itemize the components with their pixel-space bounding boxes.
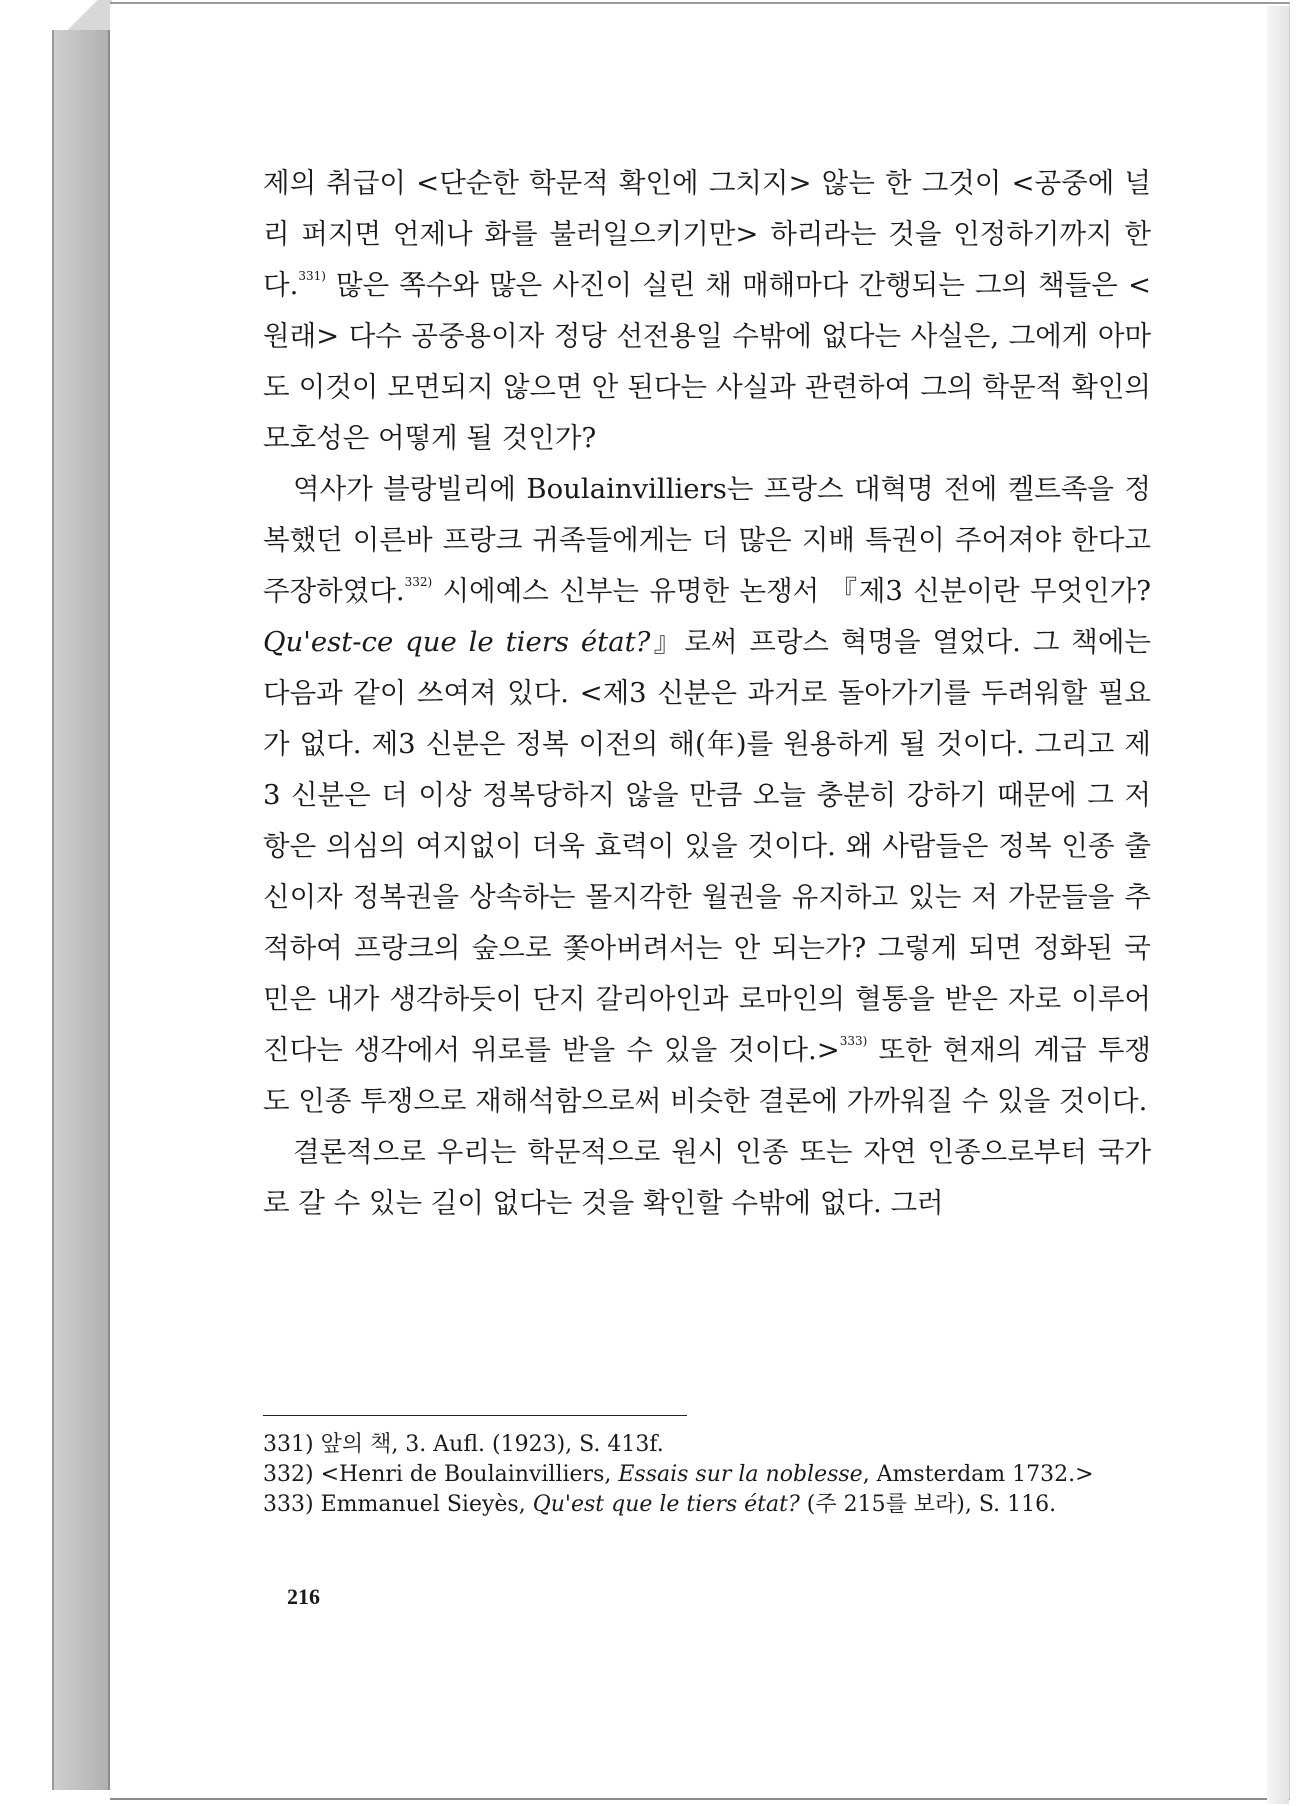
- paragraph-1-text-a: 제의 취급이 <단순한 학문적 확인에 그치지> 않는 한 그것이 <공중에 널리 퍼지면 언제나 화를 불러일으키기만> 하리라는 것을 인정하기까지 한다.: [263, 167, 1151, 301]
- page-number: 216: [287, 1584, 320, 1609]
- footnote-332-text-b: , Amsterdam 1732.>: [862, 1462, 1094, 1487]
- footnote-332-text-a: 332) <Henri de Boulainvilliers,: [263, 1462, 619, 1487]
- footnote-ref-332: 332): [404, 575, 433, 589]
- footnote-333: [263, 1490, 1163, 1520]
- paragraph-3-text: 결론적으로 우리는 학문적으로 원시 인종 또는 자연 인종으로부터 국가로 갈 수 있는 길이 없다는 것을 확인할 수밖에 없다. 그러: [263, 1136, 1151, 1219]
- footnote-ref-331: 331): [298, 269, 326, 283]
- paragraph-1: [263, 158, 1151, 464]
- paragraph-2-text-a: 역사가 블랑빌리에 Boulainvilliers는 프랑스 대혁명 전에 켈트족을 정복했던 이른바 프랑크 귀족들에게는 더 많은 지배 특권이 주어져야 한다고 주장하였다.: [263, 473, 1151, 607]
- footnote-332-italic: Essais sur la noblesse: [618, 1462, 863, 1487]
- paragraph-2-text-d: 또한 현재의 계급 투쟁도 인종 투쟁으로 재해석함으로써 비슷한 결론에 가까워질 수 있을 것이다.: [263, 1034, 1151, 1117]
- footnote-331-text: 331) 앞의 책, 3. Aufl. (1923), S. 413f.: [263, 1432, 664, 1457]
- paragraph-2-text-b: 시에예스 신부는 유명한 논쟁서 『제3 신분이란 무엇인가?: [432, 575, 1151, 607]
- paragraph-2: [263, 464, 1151, 1127]
- footnote-333-italic: Qu'est que le tiers état?: [532, 1492, 800, 1517]
- footnote-divider: [263, 1415, 687, 1416]
- paragraph-2-text-c: 』로써 프랑스 혁명을 열었다. 그 책에는 다음과 같이 쓰여져 있다. <제3 신분은 과거로 돌아가기를 두려워할 필요가 없다. 제3 신분은 정복 이전의 해(年)를 원용하게 될 것이다. 그리고 제3 신분은 더 이상 정복당하지 않을 만큼 오늘 충분히 강하기 때문에 그 저항은 의심의 여지없이 더욱 효력이 있을 것이다. 왜 사람들은 정복 인종 출신이자 정복권을 상속하는 몰지각한 월권을 유지하고 있는 저 가문들을 추적하여 프랑크의 숲으로 쫓아버려서는 안 되는가? 그렇게 되면 정화된 국민은 내가 생각하듯이 단지 갈리아인과 로마인의 혈통을 받은 자로 이루어진다는 생각에서 위로를 받을 수 있을 것이다.>: [263, 626, 1151, 1066]
- paragraph-1-text-b: 많은 쪽수와 많은 사진이 실린 채 매해마다 간행되는 그의 책들은 <원래> 다수 공중용이자 정당 선전용일 수밖에 없다는 사실은, 그에게 아마도 이것이 모면되지 않으면 안 된다는 사실과 관련하여 그의 학문적 확인의 모호성은 어떻게 될 것인가?: [263, 269, 1151, 454]
- footnote-332: [263, 1460, 1163, 1490]
- page-edge: [1267, 6, 1289, 1804]
- footnote-333-text-b: (주 215를 보라), S. 116.: [799, 1492, 1057, 1517]
- book-spine-top: [52, 0, 112, 34]
- book-spine: [52, 30, 110, 1790]
- footnotes: [263, 1430, 1163, 1520]
- paragraph-3: [263, 1127, 1151, 1229]
- footnote-333-text-a: 333) Emmanuel Sieyès,: [263, 1492, 533, 1517]
- footnote-ref-333: 333): [839, 1034, 868, 1048]
- footnote-331: [263, 1430, 1163, 1460]
- body-text: [263, 158, 1151, 1229]
- paragraph-2-italic-title: Qu'est-ce que le tiers état?: [263, 626, 651, 658]
